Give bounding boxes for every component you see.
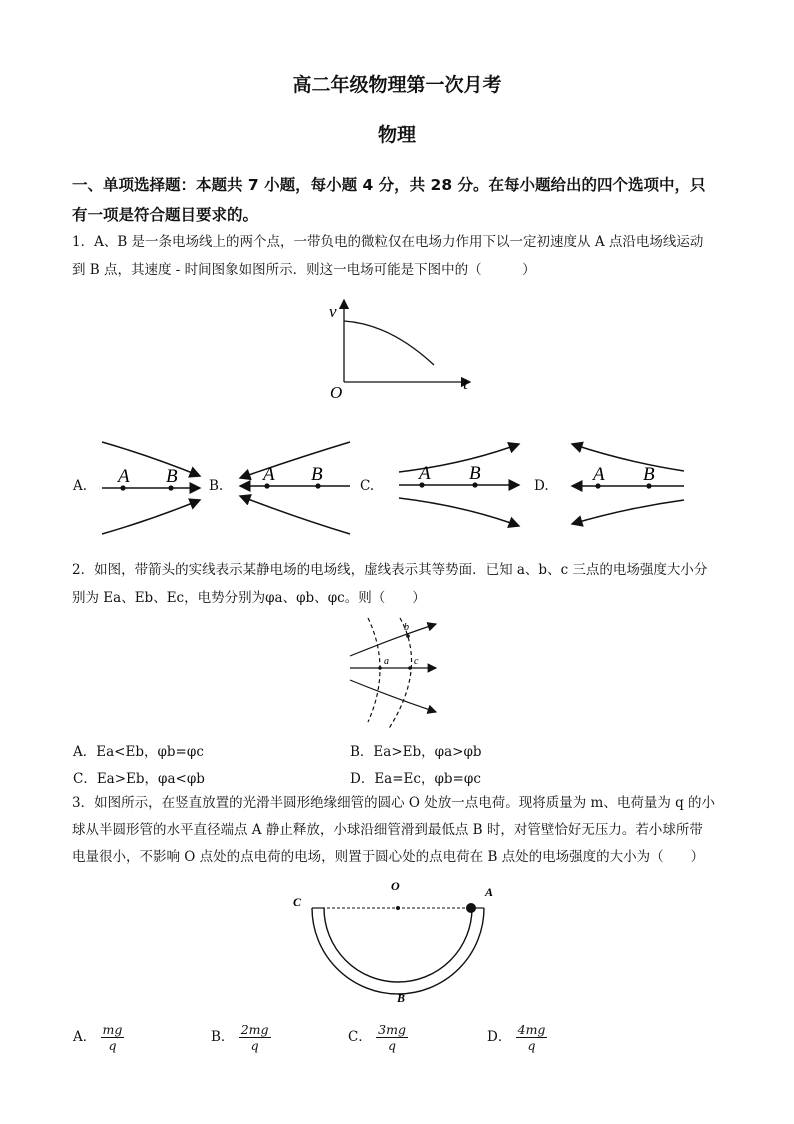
q1-graph-v-label: v <box>329 302 337 321</box>
q1-vt-graph <box>320 294 480 404</box>
q3-semicircle-tube-figure <box>288 874 508 1008</box>
q1-option-a-label: A. <box>73 478 88 494</box>
q1-a-point-a: A <box>118 466 130 487</box>
q3-option-a-fraction <box>101 1022 125 1053</box>
q3-option-a-numerator: mg <box>102 1022 123 1037</box>
q2-text-line1: 2．如图，带箭头的实线表示某静电场的电场线，虚线表示其等势面．已知 a、b、c 三点的电场强度大小分 <box>72 562 708 578</box>
q2-option-c: C．Ea>Eb，φa<φb <box>73 771 205 787</box>
page-title: 高二年级物理第一次月考 <box>292 74 502 96</box>
q3-option-d <box>487 1022 547 1053</box>
q2-option-b: B．Ea>Eb，φa>φb <box>350 744 482 760</box>
q2-point-c: c <box>414 656 419 667</box>
q3-option-a-denominator: q <box>108 1038 117 1053</box>
q3-text-line3: 电量很小，不影响 O 点处的点电荷的电场，则置于圆心处的点电荷在 B 点处的电场强度的大小为（ ） <box>72 849 705 865</box>
q3-option-b-denominator: q <box>250 1038 259 1053</box>
q2-text-line2: 别为 Ea、Eb、Ec，电势分别为φa、φb、φc。则（ ） <box>72 590 426 606</box>
q3-option-b-fraction <box>239 1022 271 1053</box>
page-subtitle: 物理 <box>377 124 416 146</box>
q1-text-line2: 到 B 点，其速度 - 时间图象如图所示．则这一电场可能是下图中的（ ） <box>72 262 536 278</box>
q3-text-line2: 球从半圆形管的水平直径端点 A 静止释放，小球沿细管滑到最低点 B 时，对管壁恰好无压力。若小球所带 <box>72 822 703 838</box>
q2-option-a: A．Ea<Eb，φb=φc <box>73 744 204 760</box>
q1-a-point-b: B <box>166 466 178 487</box>
q1-option-b-field <box>232 434 352 544</box>
q3-option-c-numerator: 3mg <box>378 1022 406 1037</box>
q3-text-line1: 3．如图所示，在竖直放置的光滑半圆形绝缘细管的圆心 O 处放一点电荷。现将质量为 m、电荷量为 q 的小 <box>72 795 716 811</box>
q3-option-b <box>211 1022 271 1053</box>
q3-option-a-letter: A． <box>73 1029 97 1045</box>
q1-text-line1: 1．A、B 是一条电场线上的两个点，一带负电的微粒仅在电场力作用下以一定初速度从 A 点沿电场线运动 <box>72 234 704 250</box>
q3-option-c <box>348 1022 408 1053</box>
q1-graph-t-label: t <box>463 374 468 393</box>
q1-c-point-b: B <box>469 463 481 484</box>
q1-option-a-field <box>96 434 211 544</box>
q1-graph-origin-label: O <box>330 383 343 402</box>
section-heading-line1: 一、单项选择题：本题共 7 小题，每小题 4 分，共 28 分。在每小题给出的四个选项中，只 <box>72 176 706 194</box>
q3-option-c-letter: C． <box>348 1029 372 1045</box>
q1-d-point-b: B <box>643 464 655 485</box>
q1-d-point-a: A <box>593 464 605 485</box>
q1-option-d-field <box>566 434 688 544</box>
q3-label-b: B <box>397 991 406 1005</box>
q3-label-c: C <box>293 895 302 909</box>
q3-option-c-fraction <box>376 1022 408 1053</box>
q3-option-d-fraction <box>516 1022 548 1053</box>
q1-b-point-b: B <box>311 464 323 485</box>
q2-option-d: D．Ea=Ec，φb=φc <box>350 771 481 787</box>
q3-label-o: O <box>391 879 400 893</box>
q1-option-c-label: C. <box>360 478 375 494</box>
q3-option-c-denominator: q <box>388 1038 397 1053</box>
q2-point-b: b <box>404 622 409 633</box>
q1-option-b-label: B. <box>209 478 224 494</box>
q2-point-a: a <box>384 656 389 667</box>
q1-option-d-label: D. <box>534 478 549 494</box>
q3-option-b-numerator: 2mg <box>240 1022 269 1037</box>
q1-b-point-a: A <box>263 464 275 485</box>
section-heading-line2: 有一项是符合题目要求的。 <box>72 206 259 224</box>
q3-option-d-letter: D． <box>487 1029 512 1045</box>
q3-option-d-denominator: q <box>527 1038 536 1053</box>
q3-label-a: A <box>485 885 494 899</box>
q3-option-b-letter: B． <box>211 1029 235 1045</box>
q3-option-a <box>73 1022 124 1053</box>
q1-option-c-field <box>395 434 525 544</box>
q2-field-figure <box>344 612 444 734</box>
q1-c-point-a: A <box>419 463 431 484</box>
q3-option-d-numerator: 4mg <box>517 1022 546 1037</box>
